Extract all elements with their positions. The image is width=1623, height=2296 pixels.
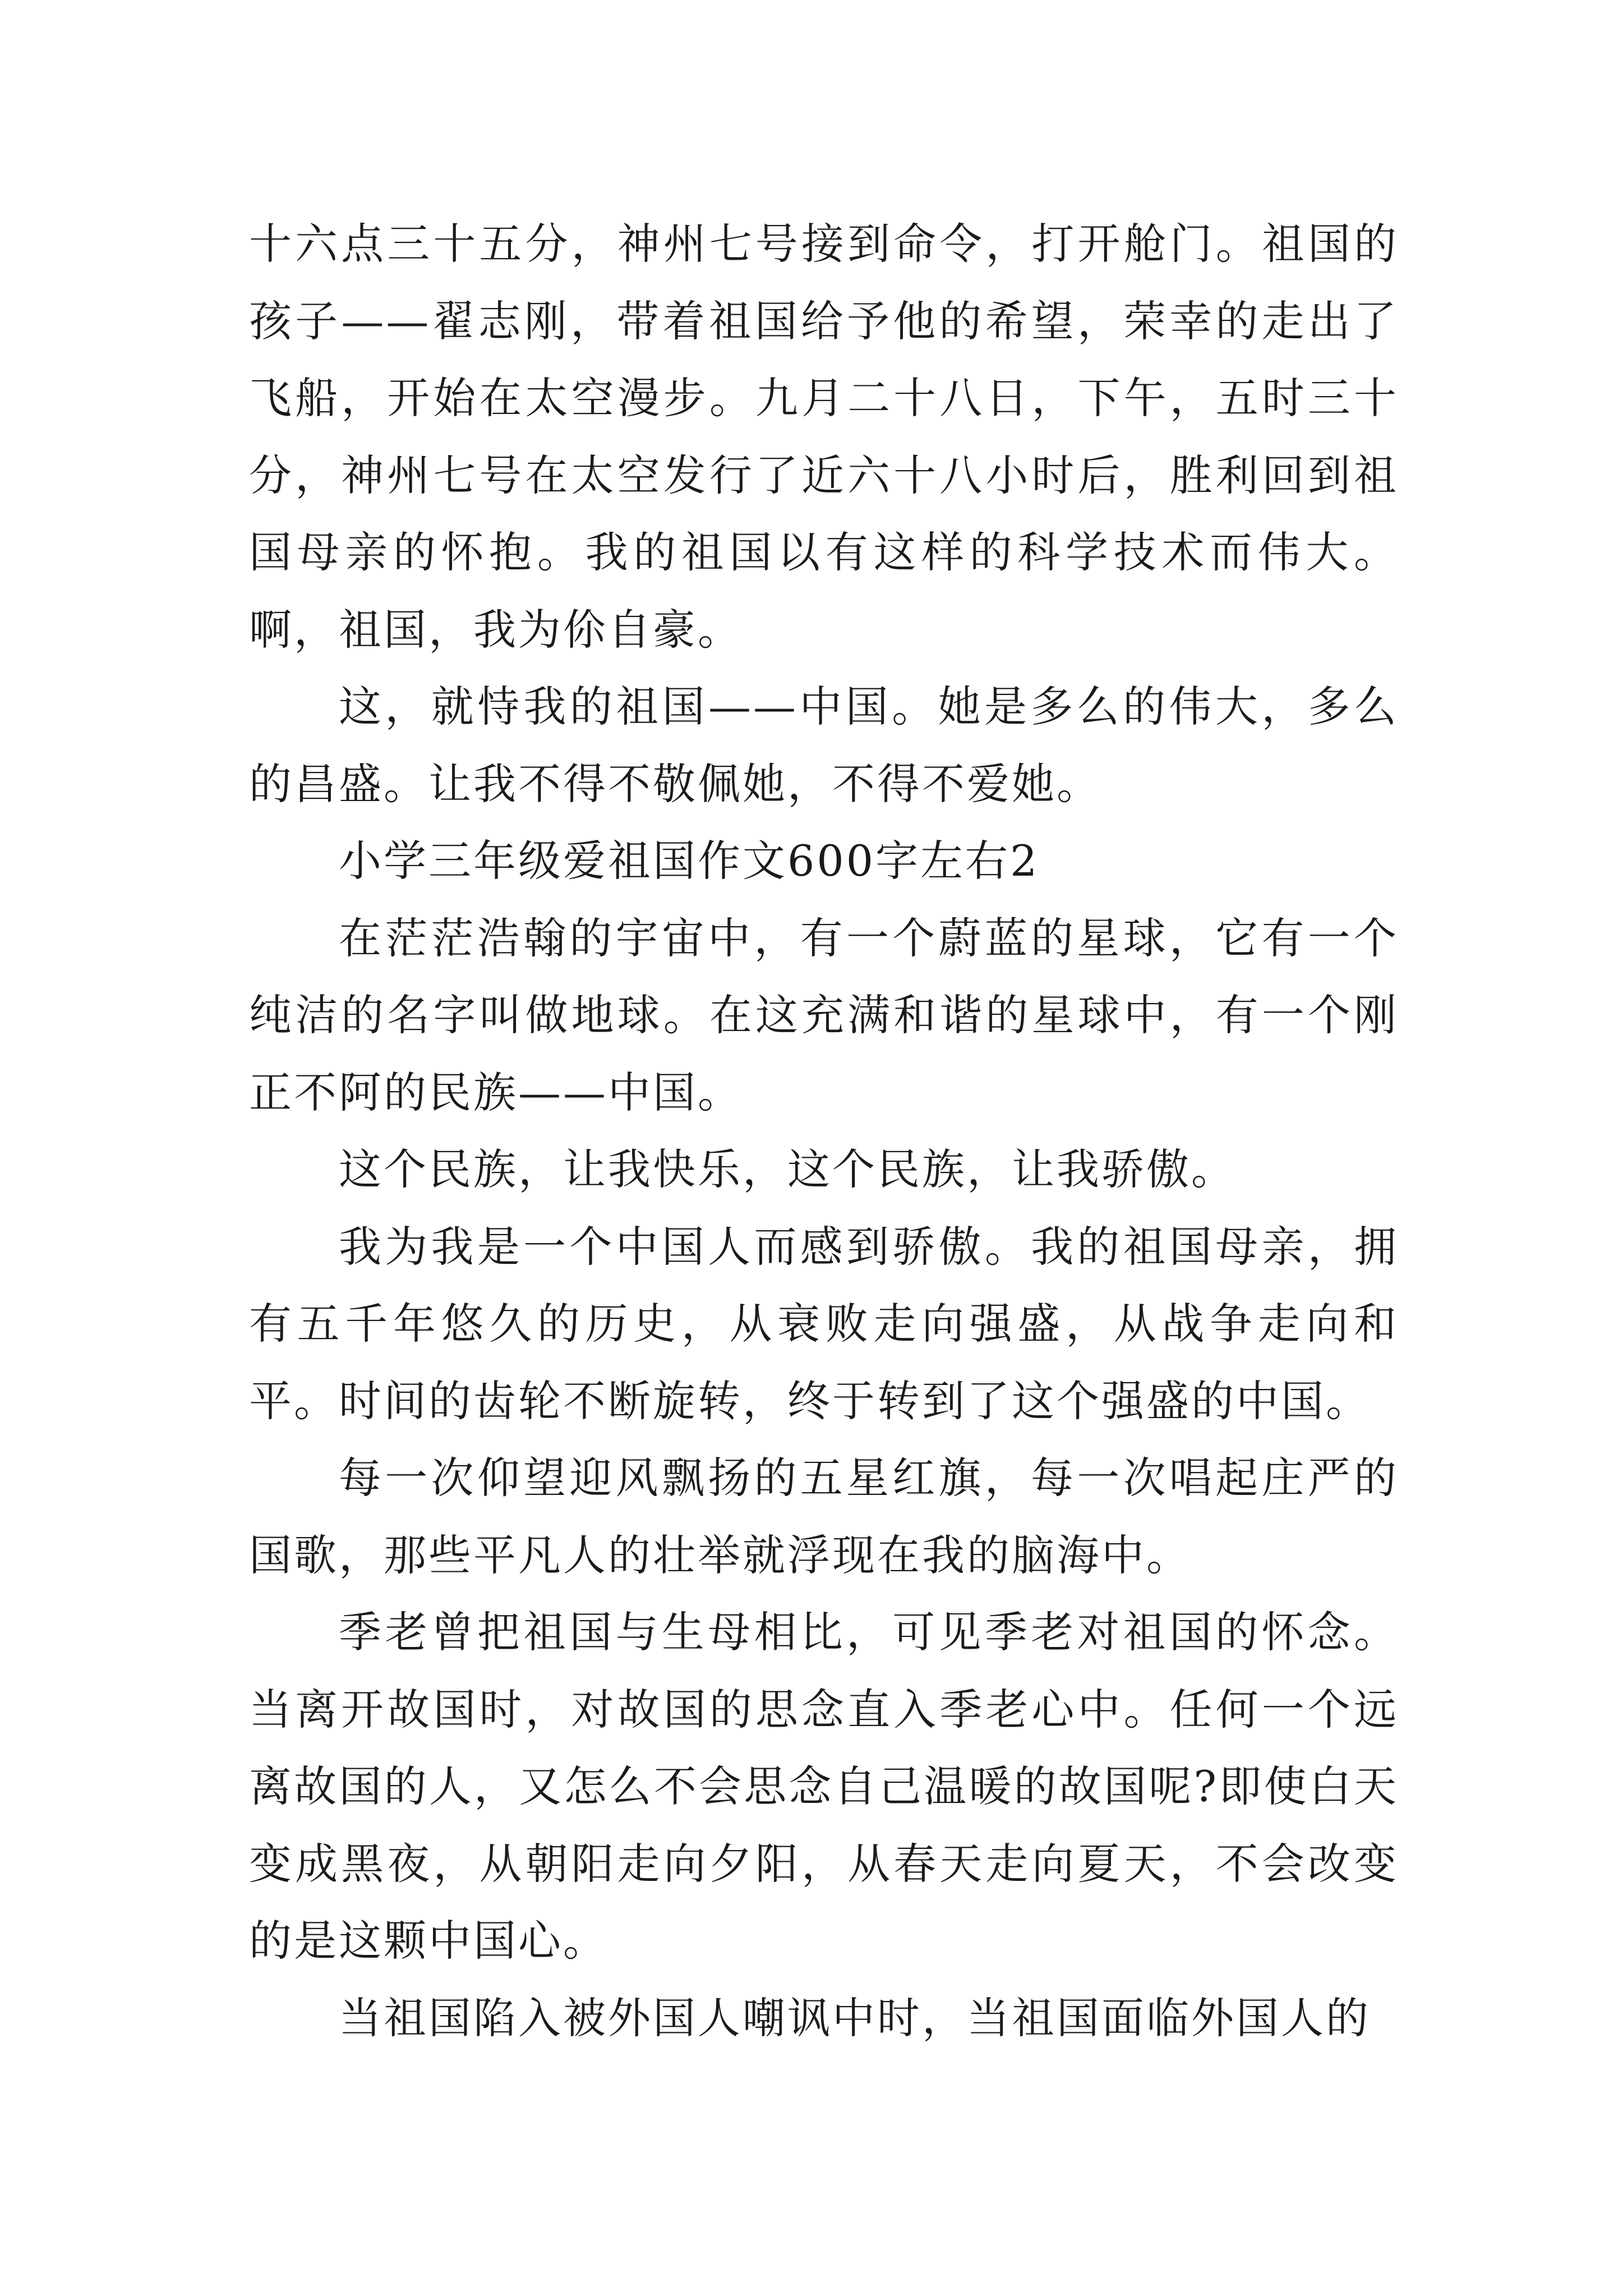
paragraph-2: 这，就恃我的祖国——中国。她是多么的伟大，多么的昌盛。让我不得不敬佩她，不得不爱她。 [249,682,1399,809]
paragraph-4: 在茫茫浩翰的宇宙中，有一个蔚蓝的星球，它有一个纯洁的名字叫做地球。在这充满和谐的星球中，有一个刚正不阿的民族——中国。 [249,913,1399,1117]
document-body [249,205,1399,2056]
paragraph-8: 季老曾把祖国与生母相比，可见季老对祖国的怀念。当离开故国时，对故国的思念直入季老心中。任何一个远离故国的人，又怎么不会思念自己温暖的故国呢?即使白天变成黑夜，从朝阳走向夕阳，从春天走向夏天，不会改变的是这颗中国心。 [249,1607,1399,1966]
paragraph-7: 每一次仰望迎风飘扬的五星红旗，每一次唱起庄严的国歌，那些平凡人的壮举就浮现在我的脑海中。 [249,1453,1399,1580]
paragraph-6: 我为我是一个中国人而感到骄傲。我的祖国母亲，拥有五千年悠久的历史，从衰败走向强盛，从战争走向和平。时间的齿轮不断旋转，终于转到了这个强盛的中国。 [249,1221,1399,1426]
paragraph-9: 当祖国陷入被外国人嘲讽中时，当祖国面临外国人的 [339,1993,1371,2043]
section-heading: 小学三年级爱祖国作文600字左右2 [339,836,1040,886]
paragraph-1: 十六点三十五分，神州七号接到命令，打开舱门。祖国的孩子——翟志刚，带着祖国给予他的希望，荣幸的走出了飞船，开始在太空漫步。九月二十八日，下午，五时三十分，神州七号在太空发行了近六十八小时后，胜利回到祖国母亲的怀抱。我的祖国以有这样的科学技术而伟大。啊，祖国，我为伱自豪。 [249,219,1399,655]
paragraph-5: 这个民族，让我快乐，这个民族，让我骄傲。 [339,1144,1236,1194]
